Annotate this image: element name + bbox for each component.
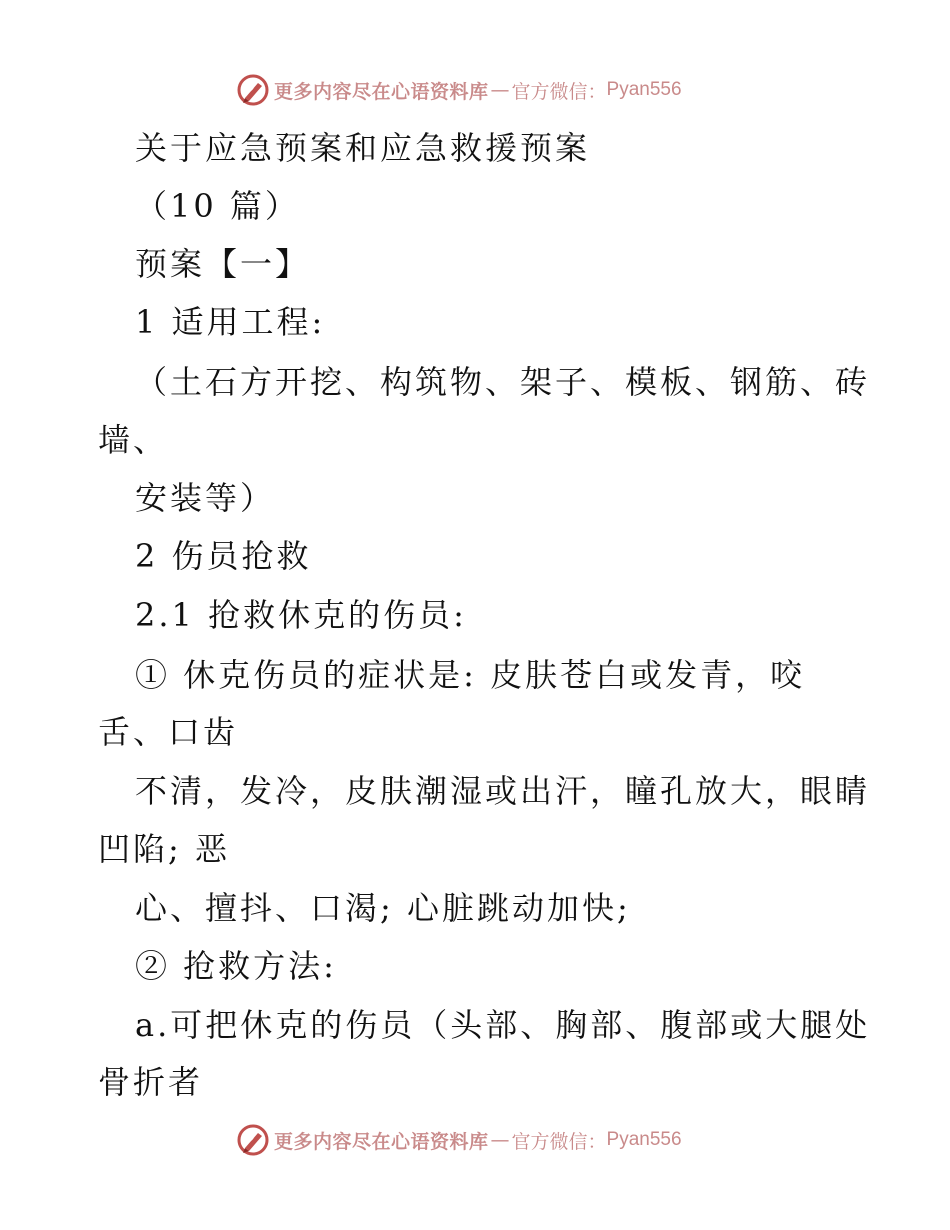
document-title: 关于应急预案和应急救援预案 bbox=[135, 129, 591, 167]
watermark-text: 更多内容尽在心语资料库 bbox=[274, 1130, 489, 1153]
text-line: （土石方开挖、构筑物、架子、模板、钢筋、砖 bbox=[135, 363, 871, 401]
text-line: 不清，发冷，皮肤潮湿或出汗，瞳孔放大，眼睛 bbox=[135, 772, 871, 810]
text-line: 心、擅抖、口渴; 心脏跳动加快; bbox=[135, 889, 631, 927]
watermark-separator: — bbox=[490, 1129, 510, 1151]
text-line: 2 伤员抢救 bbox=[135, 537, 312, 575]
text-line: 2.1 抢救休克的伤员: bbox=[135, 596, 467, 634]
watermark-separator: — bbox=[490, 79, 510, 101]
watermark-wechat-id: Pyan556 bbox=[606, 79, 682, 100]
watermark-wechat-label: 官方微信： bbox=[511, 1130, 607, 1153]
text-line: ② 抢救方法: bbox=[135, 947, 337, 985]
text-line: 安装等） bbox=[135, 479, 276, 517]
text-line: ① 休克伤员的症状是: 皮肤苍白或发青，咬 bbox=[135, 656, 806, 694]
section-heading: 预案【一】 bbox=[135, 245, 311, 283]
pen-logo-icon bbox=[236, 73, 270, 107]
footer-watermark bbox=[236, 1122, 682, 1158]
text-line: 墙、 bbox=[98, 421, 169, 459]
text-line: 1 适用工程: bbox=[135, 303, 326, 341]
watermark-text: 更多内容尽在心语资料库 bbox=[274, 80, 489, 103]
watermark-wechat-label: 官方微信： bbox=[511, 80, 607, 103]
document-subtitle: （10 篇） bbox=[135, 187, 300, 225]
text-line: 骨折者 bbox=[98, 1063, 204, 1101]
text-line: 凹陷; 恶 bbox=[98, 830, 230, 868]
header-watermark bbox=[236, 72, 682, 108]
watermark-wechat-id: Pyan556 bbox=[606, 1129, 682, 1150]
text-line: a.可把休克的伤员（头部、胸部、腹部或大腿处 bbox=[135, 1006, 871, 1044]
pen-logo-icon bbox=[236, 1123, 270, 1157]
text-line: 舌、口齿 bbox=[98, 713, 239, 751]
